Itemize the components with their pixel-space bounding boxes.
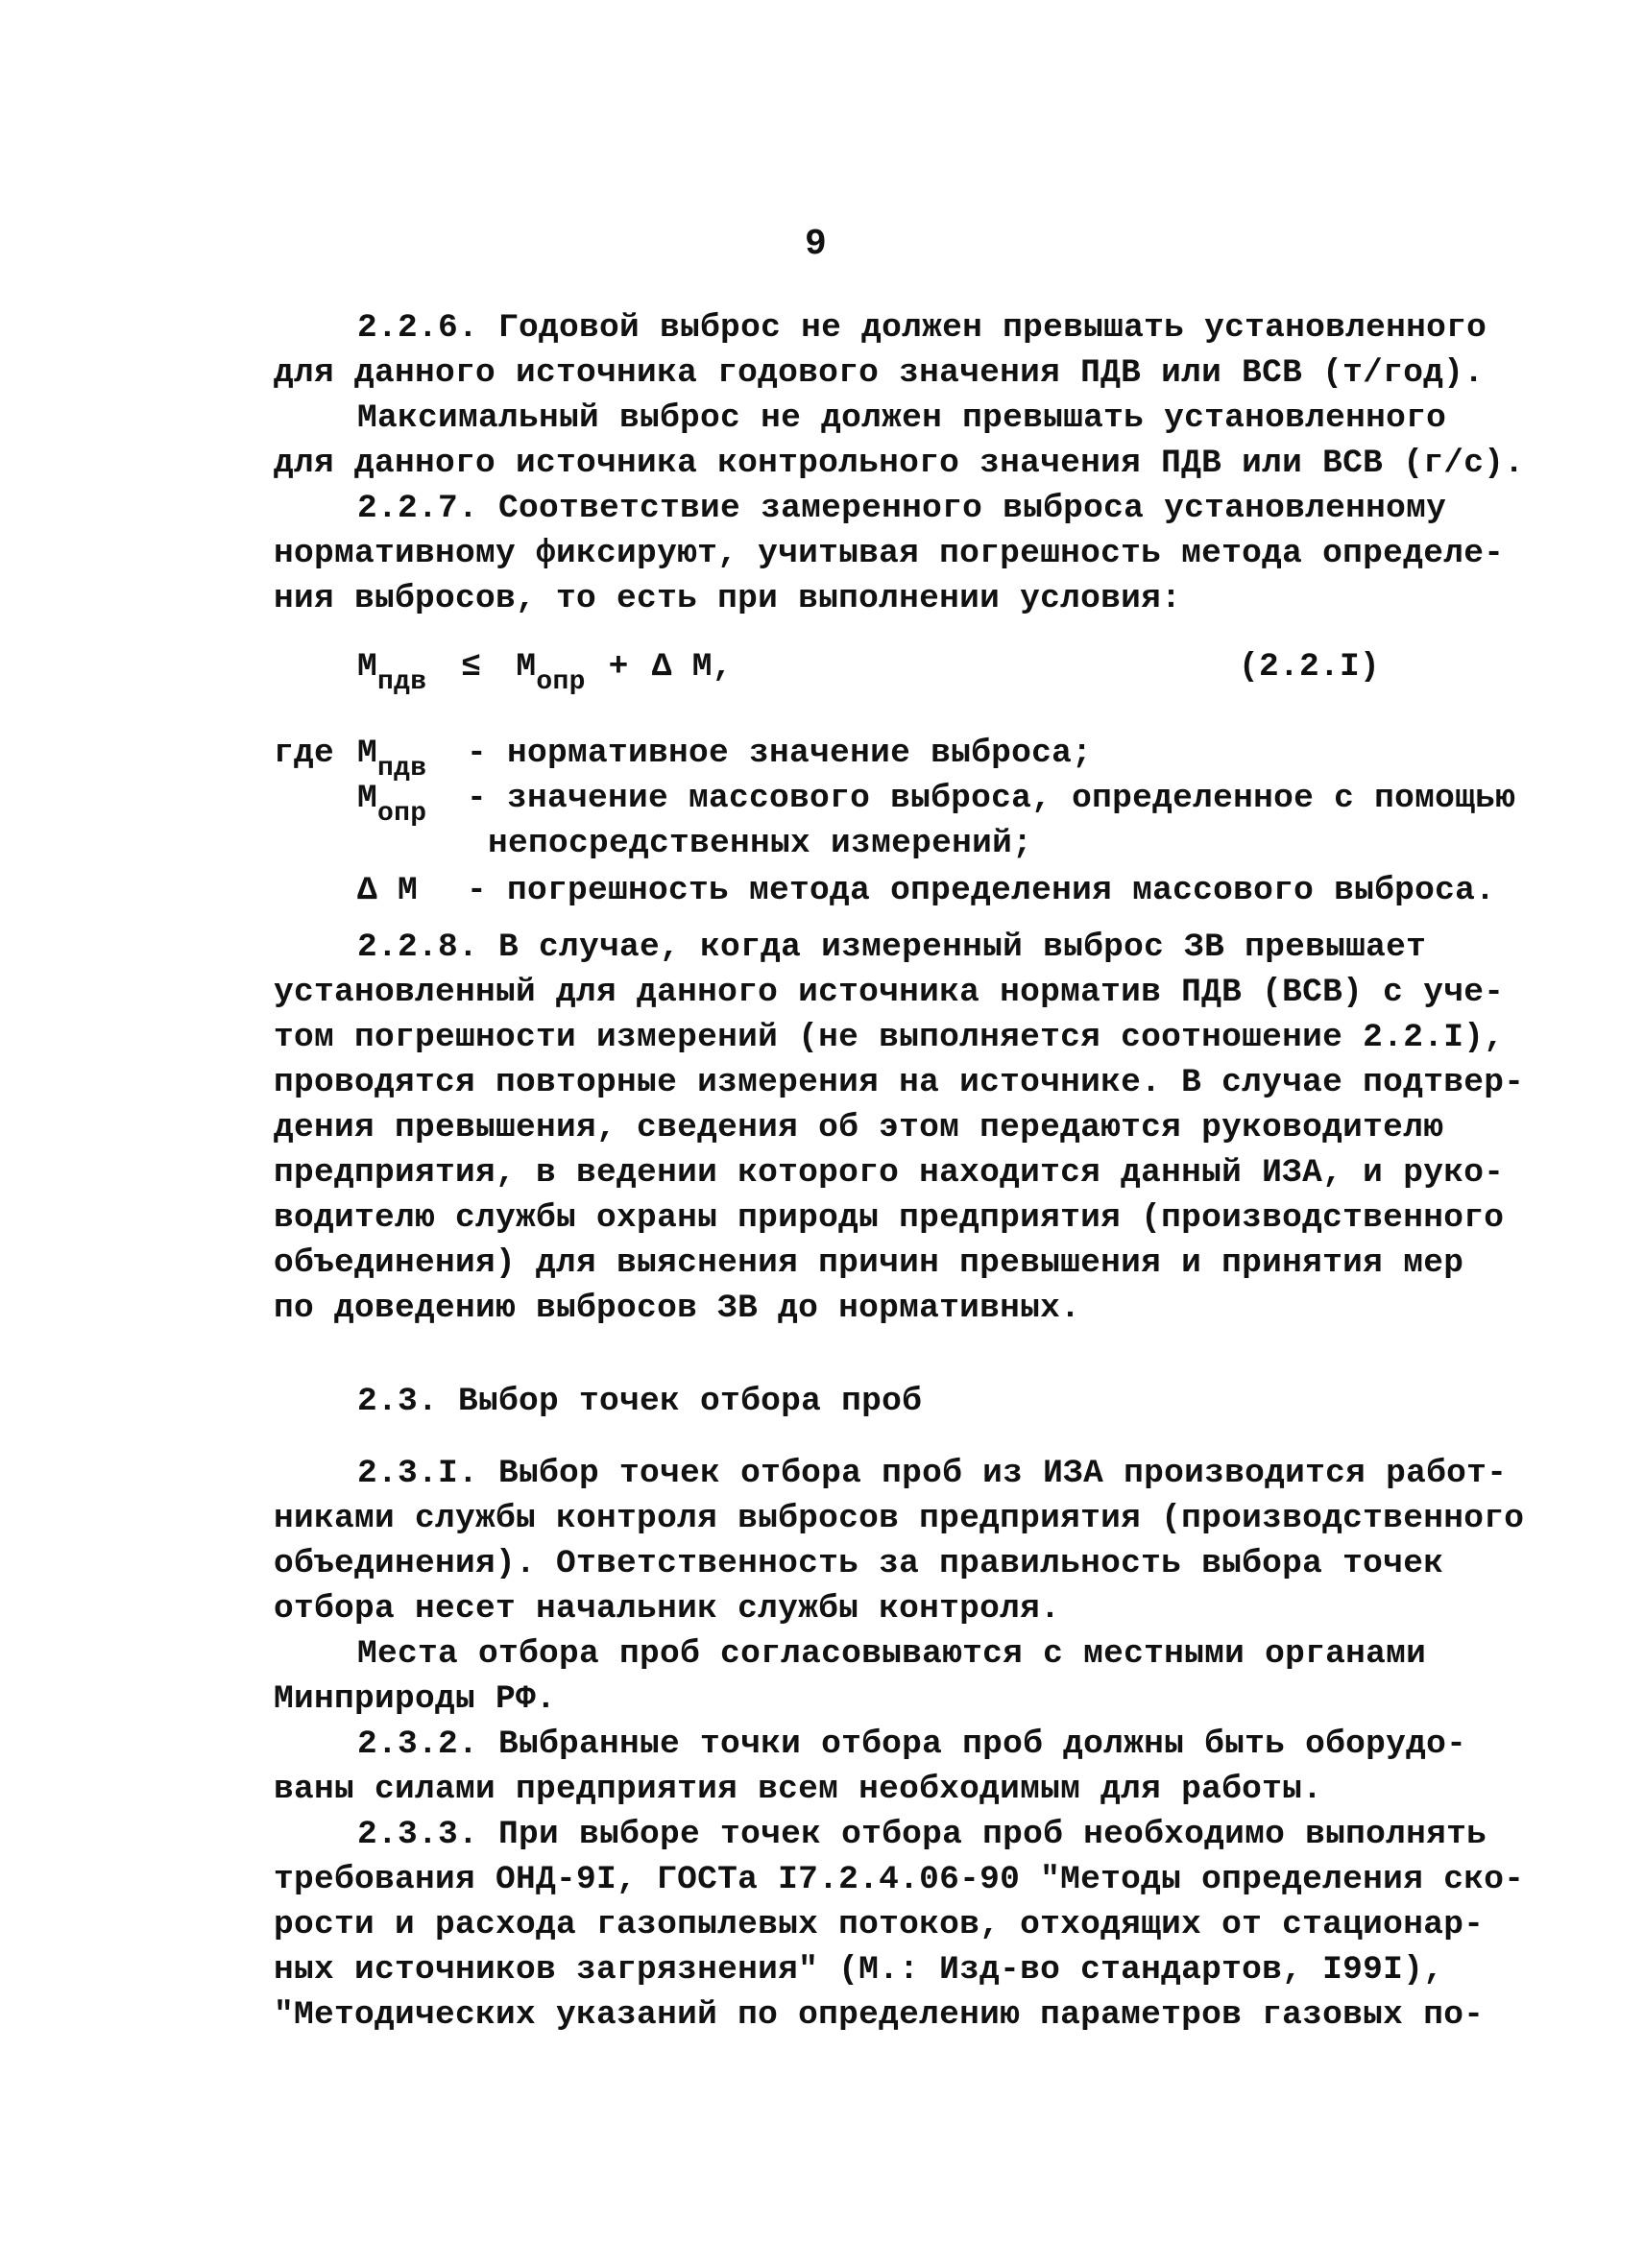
paragraph-line: водителю службы охраны природы предприятия (производственного bbox=[274, 1199, 1505, 1237]
paragraph-line: проводятся повторные измерения на источнике. В случае подтвер- bbox=[274, 1064, 1525, 1101]
page-number: 9 bbox=[805, 224, 828, 265]
formula-delta-m: Δ М, bbox=[651, 648, 733, 686]
formula-m-pdv: М bbox=[357, 648, 378, 686]
paragraph-line: Минприроды РФ. bbox=[274, 1680, 557, 1718]
def-delta-text: - погрешность метода определения массового выброса. bbox=[467, 872, 1496, 909]
paragraph-line: нормативному фиксируют, учитывая погрешность метода определе- bbox=[274, 535, 1505, 572]
formula-sub-opr: опр bbox=[536, 667, 586, 697]
def-m-opr-sub: опр bbox=[377, 799, 427, 829]
def-m-pdv-sub: пдв bbox=[377, 754, 427, 784]
paragraph-line: рости и расхода газопылевых потоков, отходящих от стационар- bbox=[274, 1906, 1485, 1943]
paragraph-line: Места отбора проб согласовываются с местными органами bbox=[357, 1635, 1427, 1673]
paragraph-line: по доведению выбросов ЗВ до нормативных. bbox=[274, 1290, 1081, 1327]
paragraph-line: 2.2.6. Годовой выброс не должен превышать установленного bbox=[357, 309, 1487, 347]
def-m-opr-text: - значение массового выброса, определенное с помощью bbox=[467, 780, 1516, 817]
paragraph-line: требования ОНД-9I, ГОСТа I7.2.4.06-90 "Методы определения ско- bbox=[274, 1861, 1525, 1898]
where-label: где bbox=[274, 735, 335, 772]
def-delta-m: Δ М bbox=[357, 872, 419, 909]
paragraph-line: "Методических указаний по определению параметров газовых по- bbox=[274, 1996, 1485, 2034]
formula-number: (2.2.I) bbox=[1239, 648, 1381, 686]
formula-le-sign: ≤ bbox=[461, 648, 482, 686]
paragraph-line: установленный для данного источника норматив ПДВ (ВСВ) с уче- bbox=[274, 974, 1505, 1011]
def-m-opr-symbol: М bbox=[357, 780, 378, 817]
paragraph-line: отбора несет начальник службы контроля. bbox=[274, 1590, 1061, 1628]
paragraph-line: объединения) для выяснения причин превышения и принятия мер bbox=[274, 1244, 1464, 1282]
paragraph-line: 2.3.I. Выбор точек отбора проб из ИЗА производится работ- bbox=[357, 1455, 1508, 1492]
paragraph-line: 2.3.2. Выбранные точки отбора проб должны быть оборудо- bbox=[357, 1725, 1467, 1763]
def-m-opr bbox=[357, 780, 427, 829]
paragraph-line: 2.2.8. В случае, когда измеренный выброс ЗВ превышает bbox=[357, 929, 1427, 966]
formula-m-opr: М bbox=[516, 648, 537, 686]
paragraph-line: для данного источника годового значения ПДВ или ВСВ (т/год). bbox=[274, 354, 1485, 392]
paragraph-line: объединения). Ответственность за правильность выбора точек bbox=[274, 1545, 1444, 1582]
paragraph-line: предприятия, в ведении которого находится данный ИЗА, и руко- bbox=[274, 1154, 1505, 1192]
paragraph-line: 2.3.3. При выборе точек отбора проб необходимо выполнять bbox=[357, 1816, 1487, 1853]
paragraph-line: ваны силами предприятия всем необходимым для работы. bbox=[274, 1771, 1323, 1808]
paragraph-line: ных источников загрязнения" (М.: Изд-во стандартов, I99I), bbox=[274, 1951, 1444, 1989]
formula-sub-pdv: пдв bbox=[377, 667, 427, 697]
paragraph-line: дения превышения, сведения об этом передаются руководителю bbox=[274, 1109, 1444, 1146]
def-m-pdv-text: - нормативное значение выброса; bbox=[467, 735, 1093, 772]
paragraph-line: 2.2.7. Соответствие замеренного выброса установленному bbox=[357, 490, 1447, 527]
def-m-pdv-symbol: М bbox=[357, 735, 378, 772]
paragraph-line: Максимальный выброс не должен превышать установленного bbox=[357, 399, 1447, 437]
formula-plus: + bbox=[608, 648, 629, 686]
paragraph-line: том погрешности измерений (не выполняется соотношение 2.2.I), bbox=[274, 1019, 1505, 1056]
section-heading: 2.3. Выбор точек отбора проб bbox=[357, 1383, 923, 1420]
formula bbox=[357, 648, 733, 697]
def-m-opr-text-cont: непосредственных измерений; bbox=[488, 825, 1033, 862]
paragraph-line: для данного источника контрольного значения ПДВ или ВСВ (г/с). bbox=[274, 445, 1525, 482]
paragraph-line: никами службы контроля выбросов предприятия (производственного bbox=[274, 1500, 1525, 1537]
def-m-pdv bbox=[357, 735, 427, 784]
paragraph-line: ния выбросов, то есть при выполнении условия: bbox=[274, 580, 1182, 617]
